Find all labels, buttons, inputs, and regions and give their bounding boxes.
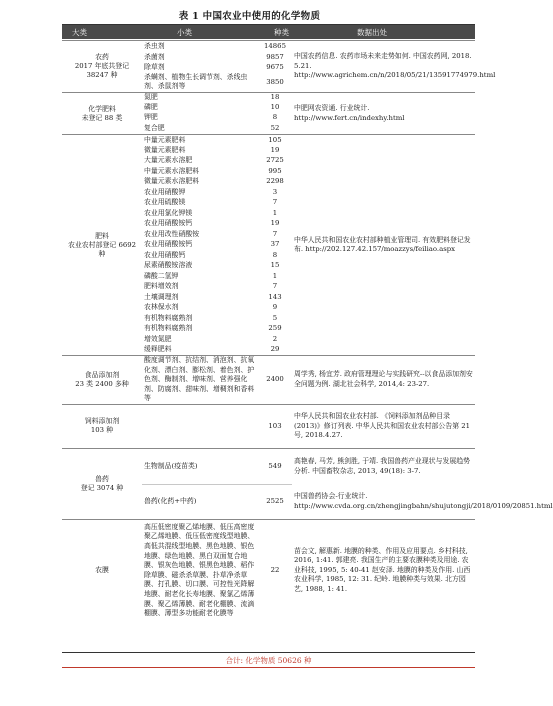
count-cell: 1 [272, 271, 278, 280]
count-cell: 7 [272, 229, 278, 238]
category-note: 23 类 2400 多种 [75, 379, 129, 388]
category-name: 兽药 [95, 474, 109, 483]
header-source: 数据出处 [357, 28, 387, 37]
subcategory-cell: 杀螨剂、植物生长调节剂、杀线虫剂、杀鼠剂等 [144, 72, 248, 91]
subcategory-cell [142, 404, 258, 448]
subcategory-cell: 土壤调理剂 [144, 292, 179, 301]
category-note: 农业农村部登记 6692 种 [68, 240, 136, 258]
table-header [62, 25, 475, 39]
subcategory-cell: 高压低密度聚乙烯地膜、低压高密度聚乙烯地膜、低压低密度线型地膜、高低共混线型地膜、黑色地膜、银色地膜、绿色地膜、黑白双面复合地膜、银灰色地膜、银黑色地膜、稻作除草膜、磁杀杀草膜、扑草净杀草膜、打孔膜、切口膜、可控性光降解地膜、耐老化长寿地膜、聚氯乙烯薄膜、聚乙烯薄膜、耐老化棚膜、流滴棚膜、薄型多功能耐老化膜等 [142, 519, 258, 621]
subcategory-cell: 农业用改性硝酸铵 [144, 229, 200, 238]
count-cell: 3 [272, 187, 278, 196]
count-cell: 7 [272, 282, 278, 291]
subcategory-cell: 有机物料腐熟剂 [144, 324, 193, 333]
category-name: 食品添加剂 [84, 370, 120, 379]
subcategory-cell: 兽药(化药+中药) [142, 484, 258, 519]
count-cell: 143 [268, 292, 282, 301]
count-cell: 3850 [266, 77, 284, 86]
table-row [62, 93, 475, 103]
subcategory-cell: 农业用硝酸钾 [144, 187, 186, 196]
header-category: 大类 [72, 28, 87, 37]
subcategory-cell: 农业用硝酸钙 [144, 250, 186, 259]
count-cell: 2525 [258, 484, 292, 519]
subcategory-cell: 农业用硝酸铵钙 [144, 240, 193, 249]
count-cell: 5 [272, 313, 278, 322]
subcategory-cell: 微量元素肥料 [144, 145, 186, 154]
subcategory-cell: 磷酸二氢钾 [144, 271, 179, 280]
category-note: 登记 3074 种 [80, 483, 124, 492]
subcategory-cell: 中量元素肥料 [142, 135, 258, 146]
subcategory-cell: 农业用氯化钾镁 [144, 208, 193, 217]
category-cell [62, 93, 142, 135]
table-row [62, 41, 475, 53]
count-cell: 259 [268, 324, 282, 333]
subcategory-cell: 钾肥 [144, 113, 158, 121]
source-cell: 中华人民共和国农业农村部种植业管理司. 有效肥料登记发布. http://202.127.42.157/moazzys/feiliao.aspx [292, 135, 475, 356]
table-row [62, 404, 475, 448]
subcategory-cell: 有机物料腐熟剂 [144, 313, 193, 322]
header-count: 种类 [274, 28, 289, 37]
category-name: 农药 [95, 53, 109, 61]
source-cell: 中国农药信息. 农药市场未来走势如何. 中国农药网, 2018. 5.21. http://www.agrichem.cn/n/2018/05/21/13591774979.html [292, 41, 475, 93]
count-cell: 29 [270, 345, 280, 354]
subcategory-cell: 农业用硝酸铵钙 [144, 219, 193, 228]
subcategory-cell: 复合肥 [144, 123, 165, 132]
subcategory-cell: 大量元素水溶肥 [144, 156, 193, 165]
count-cell: 1 [272, 208, 278, 217]
source-cell: 周学秀, 杨宜芳. 政府管理理论与实践研究--以食品添加剂安全问题为例. 湖北社会科学, 2014,4: 23-27. [292, 356, 475, 405]
category-note: 2017 年底共登记 38247 种 [74, 62, 130, 79]
source-cell: 中国兽药协会-行业统计. http://www.cvda.org.cn/zhengjingbahn/shujutongji/2018/0109/20851.html [294, 492, 553, 510]
category-cell [62, 41, 142, 93]
source-cell: 高艳春, 马芳, 熊剑胜, 于靖. 我国兽药产业现状与发展趋势分析. 中国畜牧杂志, 2013, 49(18): 3-7. [292, 448, 475, 484]
count-cell: 8 [272, 250, 278, 259]
table-total: 合计: 化学物质 50626 种 [225, 656, 312, 665]
count-cell: 2400 [258, 356, 292, 405]
count-cell: 2 [272, 334, 278, 343]
category-name: 肥料 [95, 231, 109, 240]
subcategory-cell: 增效氮肥 [144, 334, 172, 343]
count-cell: 19 [270, 145, 280, 154]
subcategory-cell: 除草剂 [144, 63, 165, 71]
count-cell: 103 [258, 404, 292, 448]
count-cell: 9 [272, 303, 278, 312]
table-bottom-rule [62, 652, 475, 653]
category-name: 化学肥料 [88, 104, 116, 113]
count-cell: 549 [258, 448, 292, 484]
count-cell: 995 [268, 166, 282, 175]
subcategory-cell: 杀菌剂 [144, 53, 165, 61]
category-note: 103 种 [90, 426, 114, 435]
chemicals-table [62, 40, 553, 621]
table-row [62, 519, 475, 621]
subcategory-cell: 肥料增效剂 [144, 282, 179, 291]
count-cell: 22 [258, 519, 292, 621]
subcategory-cell: 缓释肥料 [144, 345, 172, 354]
table-row [62, 135, 475, 146]
count-cell: 19 [270, 219, 280, 228]
subcategory-cell: 氮肥 [142, 93, 258, 103]
source-cell: 苗会文, 解惠新. 地膜的种类、作用及应用要点. 乡村科技, 2016, 1:41. 郭建亮. 我国生产的主要农膜种类及用途. 农业科技, 1995, 5: 40-41 赵安泽. 地膜的种类及作用. 山西农业科学, 1985, 12: 31. 纪岭. 地膜种类与效果. 北方园艺, 1988, 1: 41. [292, 519, 475, 621]
subcategory-cell: 微量元素水溶肥料 [144, 177, 200, 186]
category-name: 农膜 [95, 566, 109, 575]
count-cell: 52 [270, 123, 280, 132]
category-cell [62, 135, 142, 356]
subcategory-cell: 酸度调节剂、抗结剂、消泡剂、抗氧化剂、漂白剂、膨松剂、着色剂、护色剂、酶制剂、增味剂、营养强化剂、防腐剂、甜味剂、增稠剂和香料等 [142, 356, 258, 405]
count-cell: 10 [270, 103, 280, 111]
table-row [62, 356, 475, 405]
category-cell [62, 448, 142, 519]
category-cell [62, 356, 142, 405]
count-cell: 7 [272, 198, 278, 207]
count-cell: 15 [270, 261, 280, 270]
table-row [62, 448, 475, 484]
subcategory-cell: 杀虫剂 [142, 41, 258, 53]
subcategory-cell: 中量元素水溶肥料 [144, 166, 200, 175]
source-cell: 中肥网农资通. 行业统计. http://www.fert.cn/indexhy.html [292, 93, 475, 135]
category-cell [62, 404, 142, 448]
table-title: 表 1 中国农业中使用的化学物质 [178, 11, 321, 22]
subcategory-cell: 磷肥 [144, 103, 158, 111]
count-cell: 2725 [266, 156, 284, 165]
count-cell: 9675 [266, 63, 284, 71]
category-cell [62, 519, 142, 621]
category-name: 饲料添加剂 [84, 417, 120, 426]
count-cell: 37 [270, 240, 280, 249]
category-note: 未登记 88 类 [81, 113, 123, 122]
count-cell: 9857 [266, 53, 284, 61]
count-cell: 105 [258, 135, 292, 146]
source-cell: 中华人民共和国农业农村部. 《饲料添加剂品种目录(2013)》修订列表. 中华人民共和国农业农村部公告第 21 号, 2018.4.27. [292, 404, 475, 448]
count-cell: 2298 [266, 177, 284, 186]
subcategory-cell: 农业用硫酸镁 [144, 198, 186, 207]
total-underline [62, 667, 475, 668]
count-cell: 8 [272, 113, 278, 121]
count-cell: 14865 [258, 41, 292, 53]
subcategory-cell: 尿素硝酸铵溶液 [144, 261, 193, 270]
header-subcategory: 小类 [177, 28, 192, 37]
subcategory-cell: 生物制品(疫苗类) [142, 448, 258, 484]
count-cell: 18 [258, 93, 292, 103]
subcategory-cell: 农林保水剂 [144, 303, 179, 312]
